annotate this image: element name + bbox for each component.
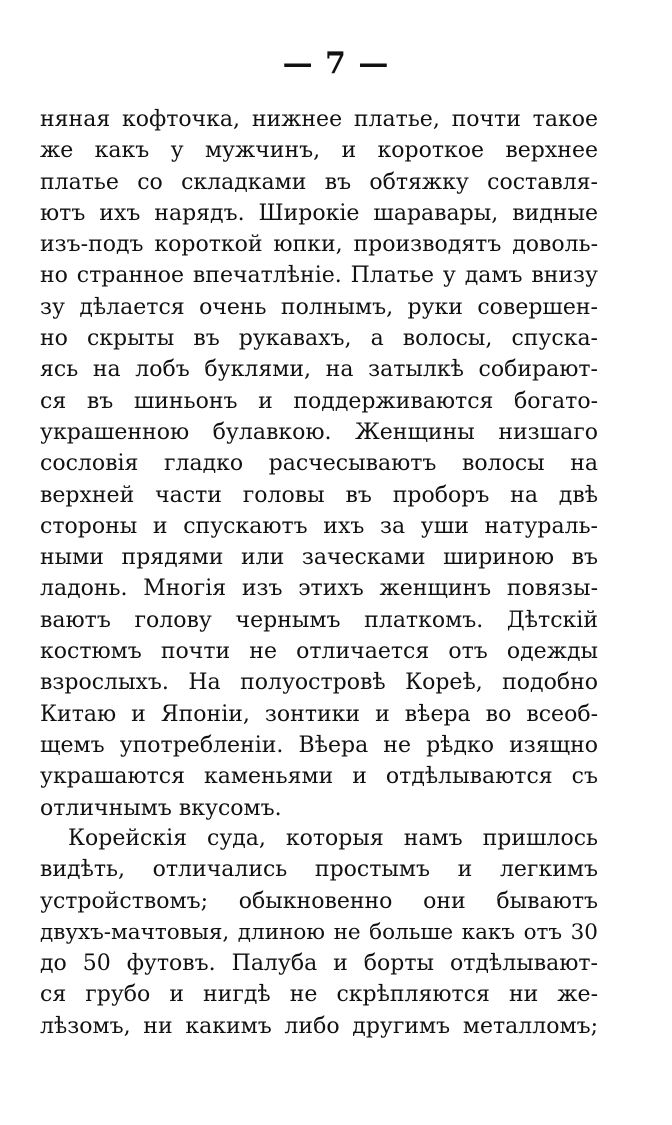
text-line: Китаю и Японіи, зонтики и вѣера во всеоб-	[40, 701, 598, 727]
text-line: ся грубо и нигдѣ не скрѣпляются ни же-	[40, 982, 598, 1008]
paragraph-1	[40, 104, 598, 824]
text-line: верхней части головы въ проборъ на двѣ	[40, 482, 598, 508]
text-line: ладонь. Многія изъ этихъ женщинъ повязы-	[40, 576, 598, 602]
text-line: ся въ шиньонъ и поддерживаются богато-	[40, 388, 598, 414]
text-line: украшенною булавкою. Женщины низшаго	[40, 419, 598, 445]
text-line: изъ-подъ короткой юпки, производятъ доволь-	[40, 232, 598, 258]
text-line: но скрыты въ рукавахъ, а волосы, спуска-	[40, 326, 598, 352]
text-line: сословія гладко расчесываютъ волосы на	[40, 451, 598, 477]
text-line: отличнымъ вкусомъ.	[40, 795, 282, 821]
text-line: двухъ-мачтовыя, длиною не больше какъ отъ 30	[40, 919, 598, 945]
text-line: ваютъ голову чернымъ платкомъ. Дѣтскій	[40, 607, 598, 633]
text-line: до 50 футовъ. Палуба и борты отдѣлывают-	[40, 951, 598, 977]
text-line: щемъ употребленіи. Вѣера не рѣдко изящно	[40, 732, 598, 758]
text-line: но странное впечатлѣніе. Платье у дамъ внизу	[40, 263, 598, 289]
text-line: украшаются каменьями и отдѣлываются съ	[40, 764, 598, 790]
text-line: взрослыхъ. На полуостровѣ Кореѣ, подобно	[40, 670, 598, 696]
text-line: костюмъ почти не отличается отъ одежды	[40, 639, 598, 665]
text-line: видѣть, отличались простымъ и легкимъ	[40, 857, 598, 883]
text-line: ютъ ихъ нарядъ. Широкіе шаравары, видные	[40, 200, 598, 226]
text-line: платье со складками въ обтяжку составля-	[40, 169, 598, 195]
text-line: Корейскія суда, которыя намъ пришлось	[68, 826, 598, 851]
paragraph-2	[40, 823, 598, 1042]
text-line: стороны и спускаютъ ихъ за уши натураль-	[40, 513, 598, 539]
text-line: няная кофточка, нижнее платье, почти такое	[40, 107, 598, 132]
text-line: лѣзомъ, ни какимъ либо другимъ металломъ;	[40, 1013, 598, 1039]
text-line: ными прядями или заческами шириною въ	[40, 545, 598, 571]
text-line: устройствомъ; обыкновенно они бываютъ	[40, 888, 598, 914]
page-number: — 7 —	[282, 46, 390, 81]
text-line: же какъ у мужчинъ, и короткое верхнее	[40, 138, 598, 164]
text-line: ясь на лобъ буклями, на затылкѣ собирают-	[40, 357, 598, 383]
text-line: зу дѣлается очень полнымъ, руки совершен-	[40, 294, 598, 320]
